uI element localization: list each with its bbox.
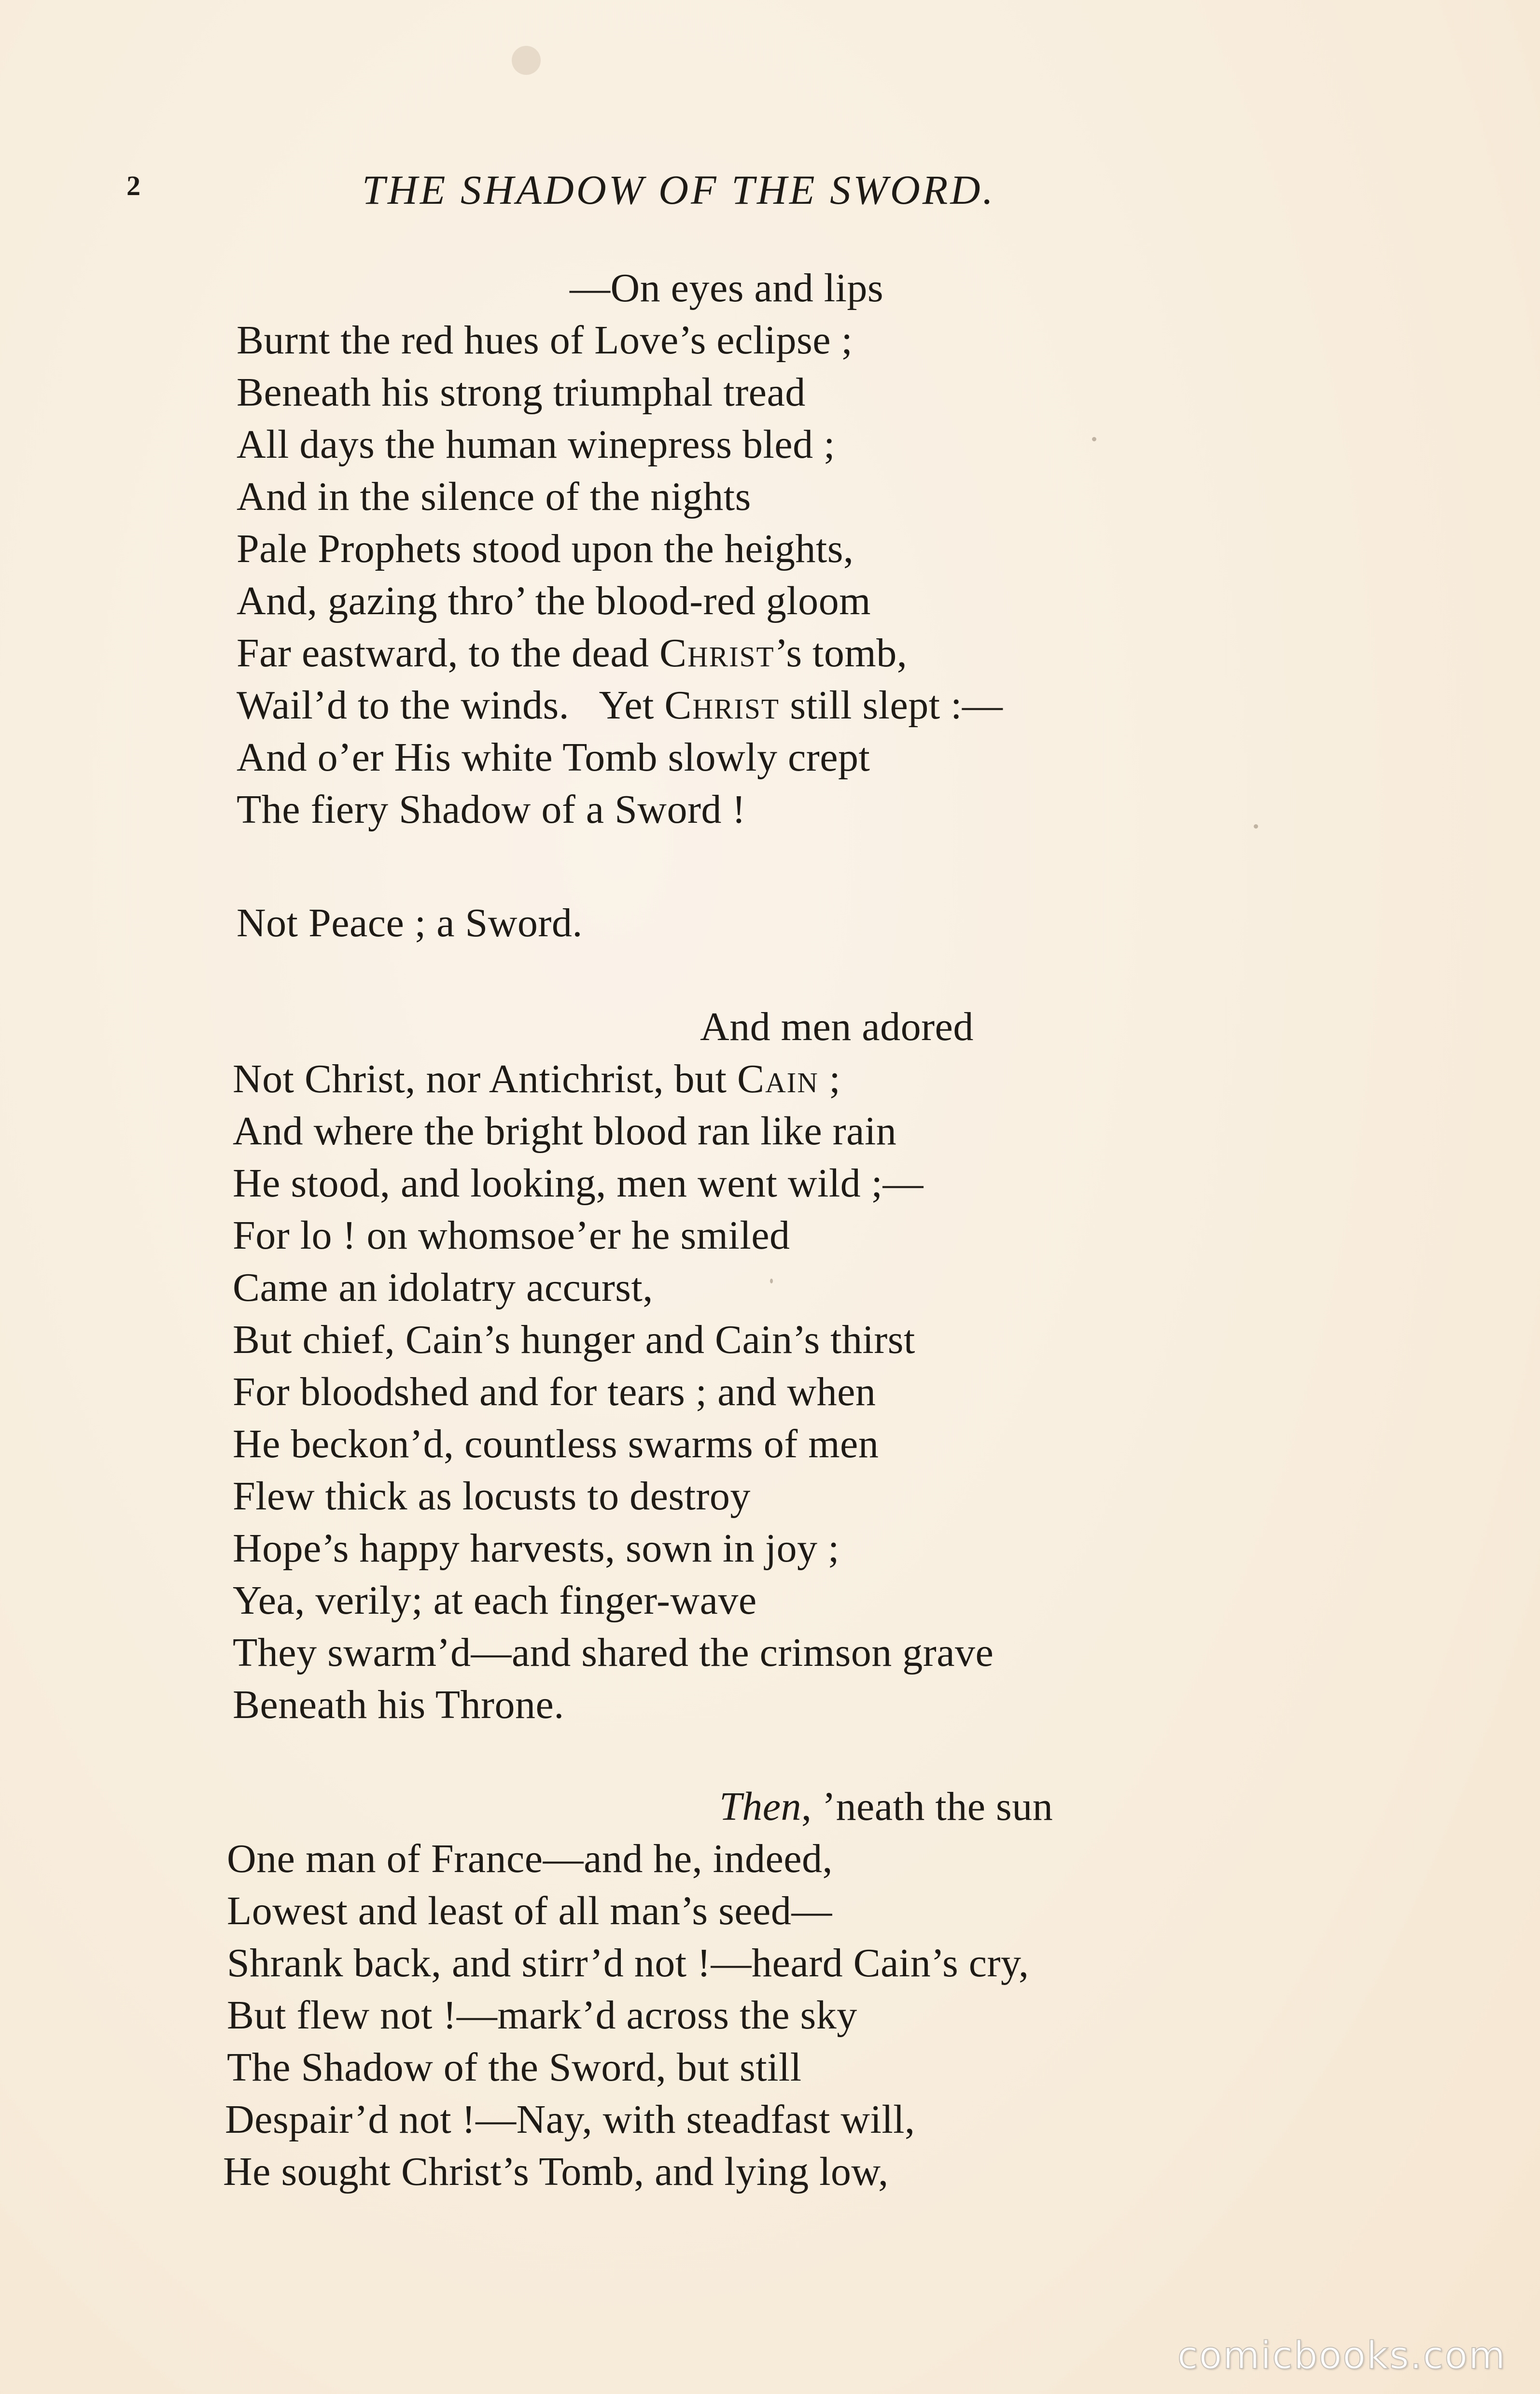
paper-stain — [512, 46, 541, 75]
poem-line — [237, 685, 1003, 726]
poem-line: But flew not !—mark’d across the sky — [227, 1993, 857, 2038]
poem-line-text: Wail’d to the winds. Yet — [237, 683, 665, 728]
poem-line: Yea, verily; at each finger-wave — [233, 1578, 757, 1623]
poem-line: Pale Prophets stood upon the heights, — [237, 526, 854, 571]
poem-line: For lo ! on whomsoe’er he smiled — [233, 1213, 790, 1258]
poem-line: Burnt the red hues of Love’s eclipse ; — [237, 318, 853, 363]
running-head: THE SHADOW OF THE SWORD. — [362, 167, 995, 213]
poem-line-text: Not Christ, nor Antichrist, but — [233, 1056, 737, 1101]
poem-line: Flew thick as locusts to destroy — [233, 1474, 751, 1519]
paper-speck — [1092, 437, 1096, 441]
poem-line — [233, 1056, 841, 1101]
poem-line: He stood, and looking, men went wild ;— — [233, 1161, 924, 1206]
poem-line-text: still slept :— — [779, 683, 1003, 728]
poem-line: Hope’s happy harvests, sown in joy ; — [233, 1526, 840, 1571]
poem-line: And men adored — [700, 1004, 974, 1049]
poem-line: And o’er His white Tomb slowly crept — [237, 735, 870, 780]
poem-line: The Shadow of the Sword, but still — [227, 2045, 802, 2090]
poem-line: And in the silence of the nights — [237, 474, 751, 519]
poem-line: Beneath his Throne. — [233, 1682, 564, 1727]
poem-line-text: Far eastward, to the dead — [237, 631, 660, 676]
small-caps-name: Cain — [737, 1056, 819, 1101]
watermark-logo: comicbooks.com — [1177, 2334, 1506, 2378]
poem-line-text: , ’neath the sun — [801, 1784, 1053, 1829]
poem-line — [237, 633, 907, 674]
poem-line: Despair’d not !—Nay, with steadfast will, — [225, 2097, 915, 2142]
poem-line: Not Peace ; a Sword. — [237, 901, 583, 945]
poem-line: All days the human winepress bled ; — [237, 422, 835, 467]
poem-line-text: ’s tomb, — [774, 631, 908, 676]
poem-line: Beneath his strong triumphal tread — [237, 370, 806, 415]
poem-line: Lowest and least of all man’s seed— — [227, 1888, 832, 1933]
italic-word: Then — [719, 1784, 801, 1829]
poem-line: Shrank back, and stirr’d not !—heard Cain’s cry, — [227, 1941, 1029, 1986]
poem-line: For bloodshed and for tears ; and when — [233, 1369, 876, 1414]
poem-line: But chief, Cain’s hunger and Cain’s thirst — [233, 1317, 915, 1362]
paper-speck — [1254, 824, 1258, 829]
page-number: 2 — [126, 170, 140, 201]
poem-line: One man of France—and he, indeed, — [227, 1836, 833, 1881]
poem-line: And where the bright blood ran like rain — [233, 1109, 897, 1154]
poem-line: He beckon’d, countless swarms of men — [233, 1422, 879, 1466]
poem-line-text: ; — [818, 1056, 841, 1101]
poem-line: They swarm’d—and shared the crimson grave — [233, 1630, 994, 1675]
poem-line: Came an idolatry accurst, — [233, 1265, 653, 1310]
paper-speck — [770, 1279, 773, 1283]
poem-line: And, gazing thro’ the blood-red gloom — [237, 578, 871, 623]
poem-line: —On eyes and lips — [570, 266, 884, 310]
poem-line: The fiery Shadow of a Sword ! — [237, 787, 746, 832]
small-caps-name: Christ — [659, 631, 775, 676]
poem-line — [719, 1784, 1053, 1829]
poem-line: He sought Christ’s Tomb, and lying low, — [223, 2149, 889, 2194]
small-caps-name: Christ — [664, 683, 780, 728]
